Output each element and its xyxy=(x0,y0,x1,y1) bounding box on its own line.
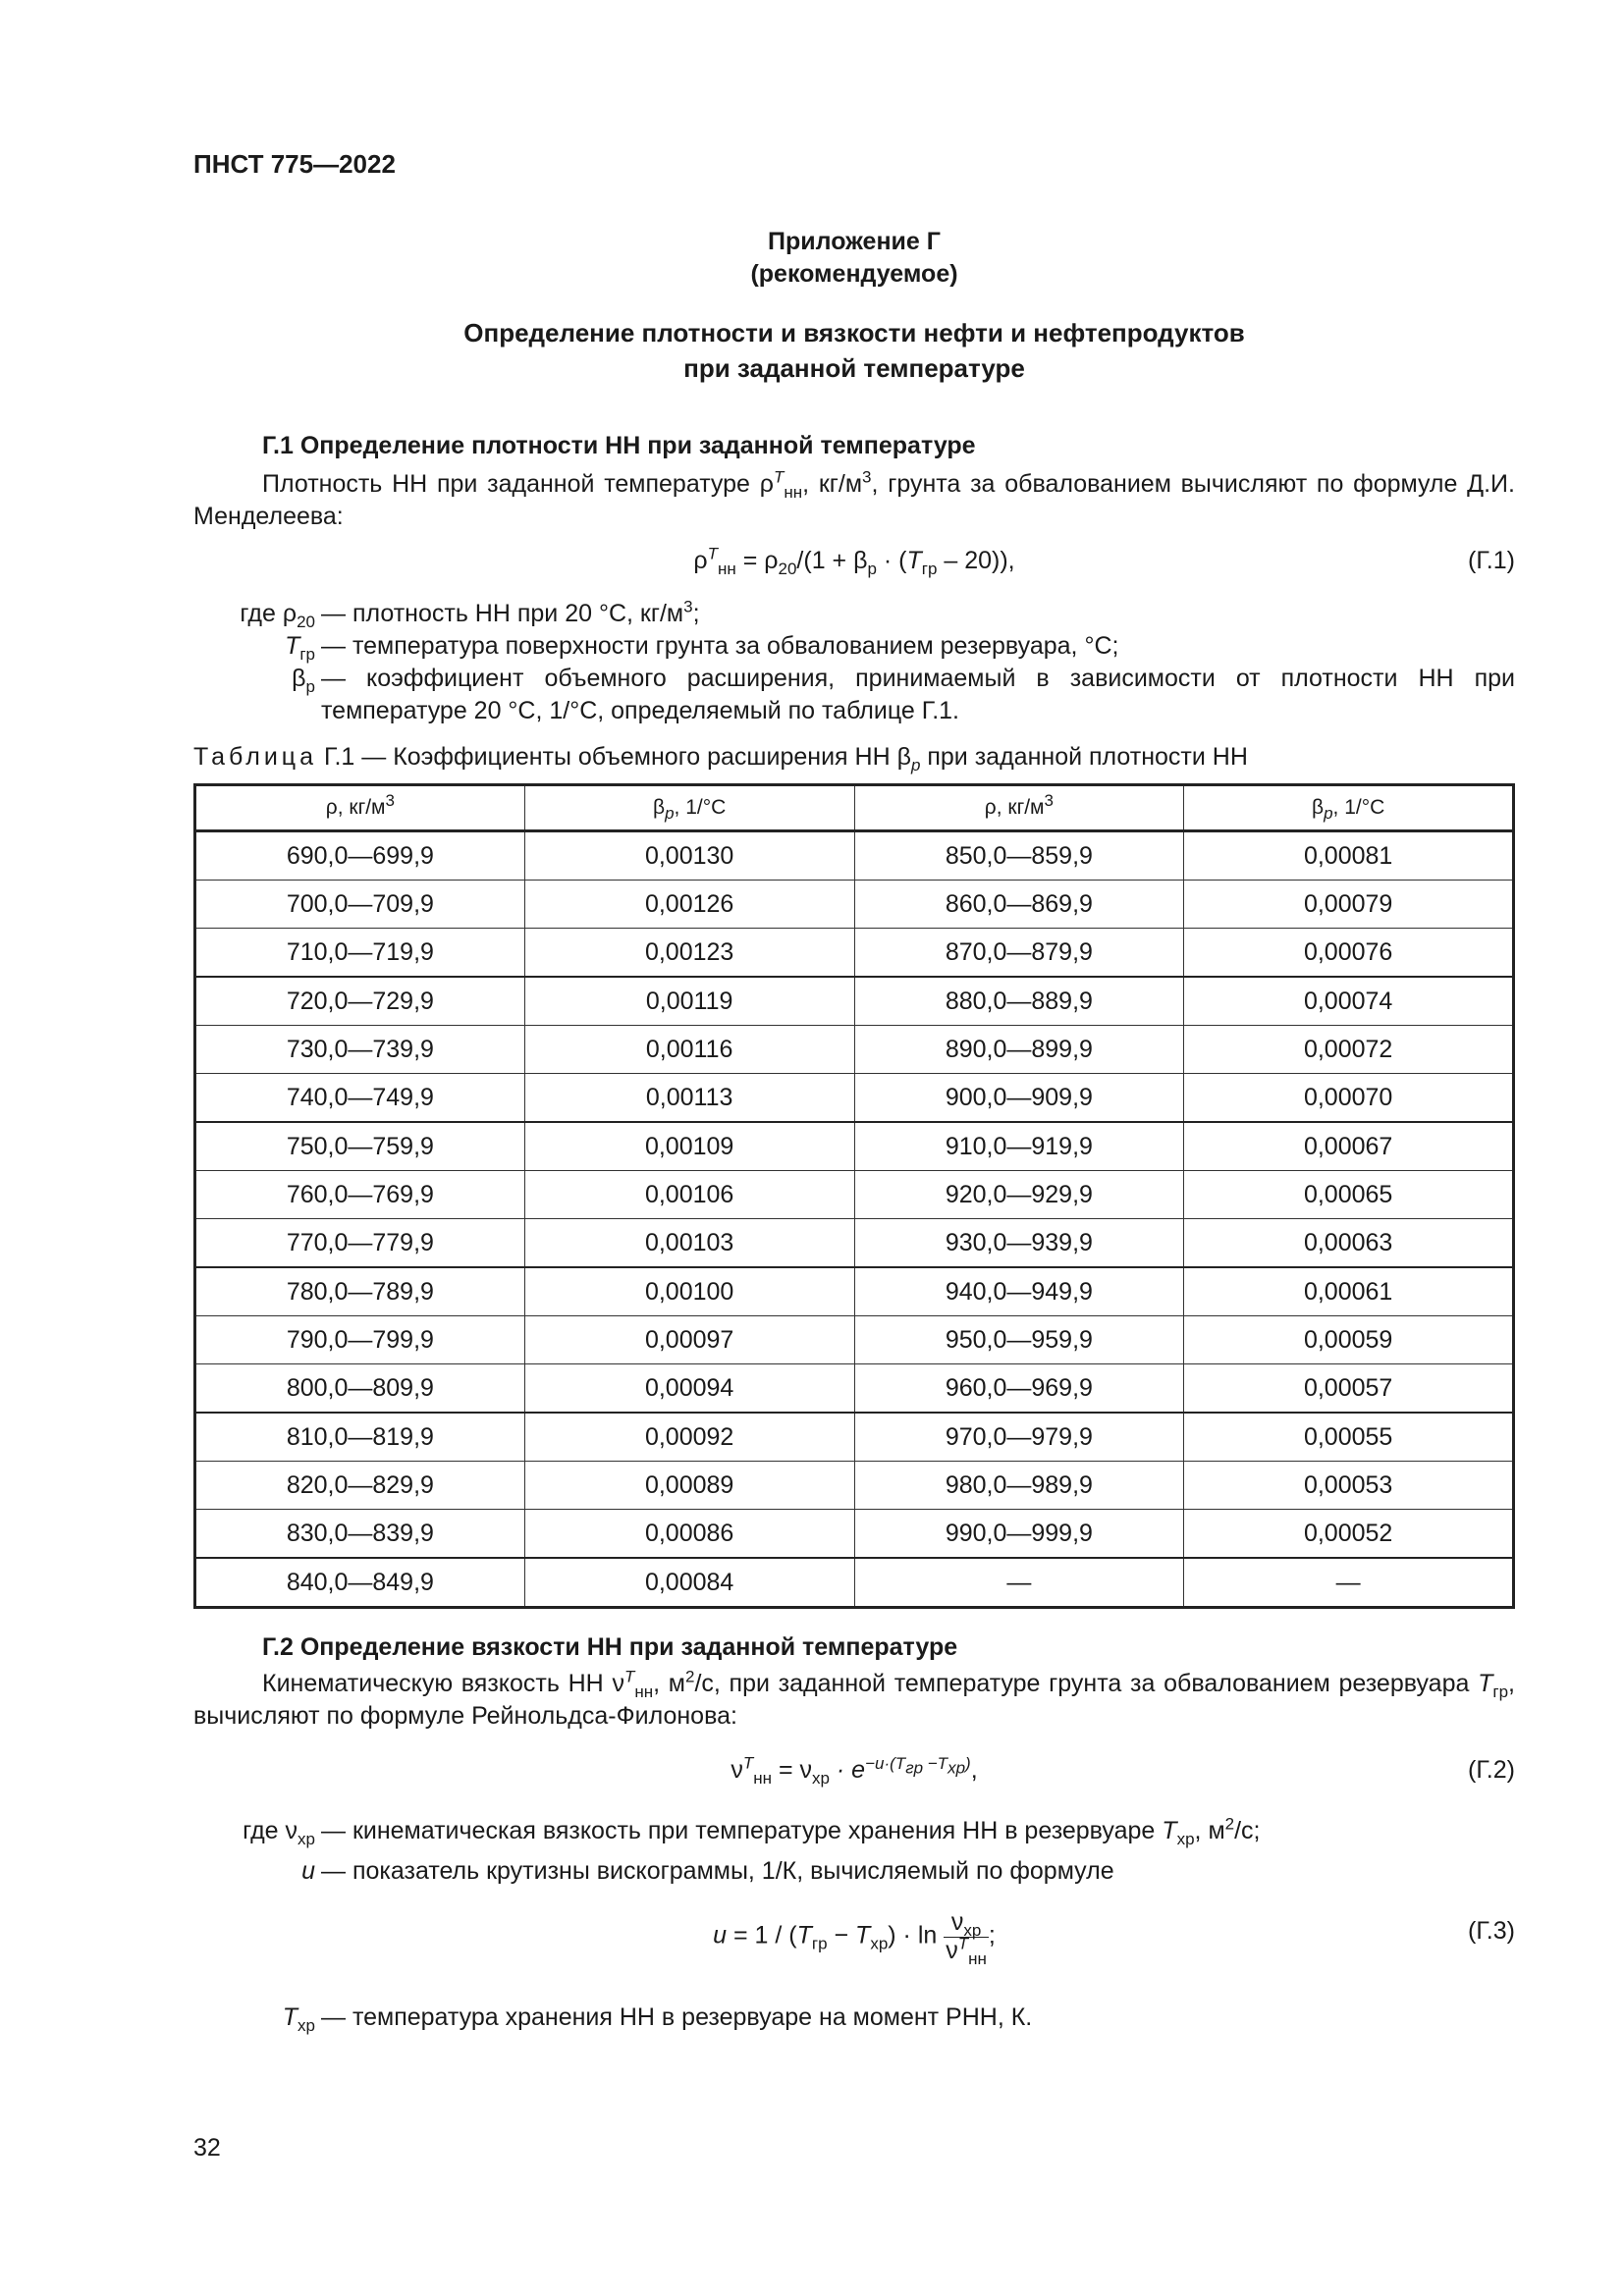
column-header: $\beta_p$, 1/°С xyxy=(524,785,854,831)
table-row xyxy=(195,1364,1514,1414)
section-1-intro: Плотность НН при заданной температуре $\rho^T_{нн}$, $кг/м^3$, грунта за обвалованием вычисляют по формуле Д.И. Менделеева: xyxy=(193,467,1515,530)
table-cell: 0,00113 xyxy=(524,1074,854,1123)
table-row xyxy=(195,1171,1514,1219)
table-cell: 800,0—809,9 xyxy=(195,1364,525,1414)
table-cell: 900,0—909,9 xyxy=(854,1074,1184,1123)
table-cell: 0,00081 xyxy=(1184,831,1514,881)
table-row xyxy=(195,831,1514,881)
section-2 xyxy=(193,1631,1515,2034)
table-cell: 970,0—979,9 xyxy=(854,1413,1184,1462)
document-page xyxy=(193,0,1515,2296)
table-cell: 0,00057 xyxy=(1184,1364,1514,1414)
table-row xyxy=(195,1413,1514,1462)
document-title xyxy=(193,316,1515,386)
where-desc-beta: — коэффициент объемного расширения, принимаемый в зависимости от плотности НН при температуре 20 °С, 1/°С, определяемый по таблице Г.1. xyxy=(321,665,1515,724)
formula-g3-expression: $u = 1 / (T_{гр} - T_{хр}) \cdot \ln$ $\frac{\nu_{хр}}{\nu^T_{нн}}$ ; xyxy=(713,1908,996,1968)
where-symbol-beta: $\beta_р$ xyxy=(292,665,315,696)
appendix-heading xyxy=(193,226,1515,291)
table-cell: 710,0—719,9 xyxy=(195,929,525,978)
table-cell: 0,00123 xyxy=(524,929,854,978)
table-cell: 950,0—959,9 xyxy=(854,1316,1184,1364)
table-cell: 0,00072 xyxy=(1184,1026,1514,1074)
table-cell: 0,00094 xyxy=(524,1364,854,1414)
table-cell: 820,0—829,9 xyxy=(195,1462,525,1510)
table-cell: 0,00053 xyxy=(1184,1462,1514,1510)
section-2-last-where xyxy=(193,2002,1515,2034)
section-1 xyxy=(193,430,1515,727)
table-row xyxy=(195,1219,1514,1268)
table-cell: 0,00089 xyxy=(524,1462,854,1510)
formula-g1-expression: $\rho^T_{нн} = \rho_{20}/(1 + \beta_р \cdot (T_{гр} - 20))$, xyxy=(693,544,1015,578)
table-cell: 700,0—709,9 xyxy=(195,881,525,929)
formula-g2 xyxy=(193,1754,1515,1809)
table-cell: 690,0—699,9 xyxy=(195,831,525,881)
section-1-where-list xyxy=(193,598,1515,727)
table-cell: 0,00063 xyxy=(1184,1219,1514,1268)
table-cell: 0,00097 xyxy=(524,1316,854,1364)
table-cell: 770,0—779,9 xyxy=(195,1219,525,1268)
table-cell: 940,0—949,9 xyxy=(854,1267,1184,1316)
document-title-line-2: при заданной температуре xyxy=(683,352,1025,383)
table-cell: 0,00061 xyxy=(1184,1267,1514,1316)
formula-g3 xyxy=(193,1905,1515,1982)
appendix-title: Приложение Г xyxy=(768,228,941,255)
table-cell: 980,0—989,9 xyxy=(854,1462,1184,1510)
section-1-heading: Г.1 Определение плотности НН при заданной температуре xyxy=(262,432,976,459)
table-cell: 0,00065 xyxy=(1184,1171,1514,1219)
table-row xyxy=(195,1462,1514,1510)
section-2-heading: Г.2 Определение вязкости НН при заданной температуре xyxy=(262,1633,958,1661)
where-symbol-tgr: $T_{гр}$ xyxy=(285,632,315,664)
table-cell: 810,0—819,9 xyxy=(195,1413,525,1462)
table-cell: 840,0—849,9 xyxy=(195,1558,525,1608)
page-number: 32 xyxy=(193,2134,221,2162)
table-cell: 870,0—879,9 xyxy=(854,929,1184,978)
section-2-where-list xyxy=(193,1815,1515,1888)
table-cell: 740,0—749,9 xyxy=(195,1074,525,1123)
table-cell: 720,0—729,9 xyxy=(195,977,525,1026)
expansion-coefficient-table xyxy=(193,783,1515,1609)
table-cell: 990,0—999,9 xyxy=(854,1510,1184,1559)
where-desc-t-xr: — температура хранения НН в резервуаре на момент РНН, К. xyxy=(321,2003,1033,2031)
table-cell: — xyxy=(854,1558,1184,1608)
formula-g1-number: (Г.1) xyxy=(1468,547,1515,574)
where-desc-nu-xr: — кинематическая вязкость при температуре хранения НН в резервуаре $T_{хр}$, $м^2/с$; xyxy=(321,1814,1261,1848)
table-cell: 0,00116 xyxy=(524,1026,854,1074)
where-symbol-rho20: где $\rho_{20}$ xyxy=(240,600,315,631)
table-cell: 910,0—919,9 xyxy=(854,1122,1184,1171)
table-cell: 920,0—929,9 xyxy=(854,1171,1184,1219)
document-code: ПНСТ 775—2022 xyxy=(193,149,396,179)
where-desc-u: — показатель крутизны вискограммы, 1/К, вычисляемый по формуле xyxy=(321,1857,1114,1885)
table-cell: 0,00103 xyxy=(524,1219,854,1268)
table-row xyxy=(195,977,1514,1026)
section-2-intro: Кинематическую вязкость НН $\nu^T_{нн}$, $м^2/с$, при заданной температуре грунта за обвалованием резервуара $T_{гр}$, вычисляют по формуле Рейнольдса-Филонова: xyxy=(193,1667,1515,1730)
formula-g3-number: (Г.3) xyxy=(1468,1917,1515,1945)
column-header: ρ, $кг/м^3$ xyxy=(195,785,525,831)
table-cell: 880,0—889,9 xyxy=(854,977,1184,1026)
where-symbol-u: u xyxy=(301,1857,315,1885)
document-title-line-1: Определение плотности и вязкости нефти и нефтепродуктов xyxy=(463,318,1245,347)
table-cell: 850,0—859,9 xyxy=(854,831,1184,881)
table-cell: 0,00055 xyxy=(1184,1413,1514,1462)
table-cell: 0,00067 xyxy=(1184,1122,1514,1171)
formula-g2-number: (Г.2) xyxy=(1468,1756,1515,1784)
table-cell: 890,0—899,9 xyxy=(854,1026,1184,1074)
table-cell: 960,0—969,9 xyxy=(854,1364,1184,1414)
table-cell: 0,00106 xyxy=(524,1171,854,1219)
table-cell: 930,0—939,9 xyxy=(854,1219,1184,1268)
table-row xyxy=(195,929,1514,978)
formula-g1 xyxy=(193,545,1515,588)
table-cell: 0,00086 xyxy=(524,1510,854,1559)
table-cell: 0,00070 xyxy=(1184,1074,1514,1123)
table-row xyxy=(195,1510,1514,1559)
table-cell: 790,0—799,9 xyxy=(195,1316,525,1364)
table-cell: 0,00059 xyxy=(1184,1316,1514,1364)
table-cell: 0,00100 xyxy=(524,1267,854,1316)
table-container xyxy=(193,783,1515,1609)
table-body xyxy=(195,831,1514,1608)
formula-g2-expression: $\nu^T_{нн} = \nu_{хр} \cdot e^{-u\cdot(T_{гр} -T_{хр})}$, xyxy=(731,1753,978,1788)
table-cell: 0,00092 xyxy=(524,1413,854,1462)
table-cell: — xyxy=(1184,1558,1514,1608)
table-cell: 0,00052 xyxy=(1184,1510,1514,1559)
table-cell: 0,00119 xyxy=(524,977,854,1026)
table-cell: 860,0—869,9 xyxy=(854,881,1184,929)
where-symbol-t-xr: $T_{хр}$ xyxy=(282,2003,315,2035)
table-cell: 0,00074 xyxy=(1184,977,1514,1026)
table-cell: 0,00076 xyxy=(1184,929,1514,978)
column-header: $\beta_p$, 1/°С xyxy=(1184,785,1514,831)
where-symbol-nu-xr: где $\nu_{хр}$ xyxy=(243,1817,315,1848)
table-cell: 750,0—759,9 xyxy=(195,1122,525,1171)
where-desc-tgr: — температура поверхности грунта за обвалованием резервуара, °С; xyxy=(321,632,1119,660)
table-cell: 0,00079 xyxy=(1184,881,1514,929)
appendix-status: (рекомендуемое) xyxy=(750,260,958,288)
table-cell: 0,00084 xyxy=(524,1558,854,1608)
table-cell: 0,00109 xyxy=(524,1122,854,1171)
table-row xyxy=(195,1316,1514,1364)
table-cell: 830,0—839,9 xyxy=(195,1510,525,1559)
where-desc-rho20: — плотность НН при 20 °С, $кг/м^3$; xyxy=(321,597,700,627)
table-row xyxy=(195,1122,1514,1171)
table-cell: 0,00126 xyxy=(524,881,854,929)
table-cell: 760,0—769,9 xyxy=(195,1171,525,1219)
formula-g3-fraction: $\frac{\nu_{хр}}{\nu^T_{нн}}$ xyxy=(946,1908,987,1968)
table-row xyxy=(195,1026,1514,1074)
column-header: ρ, $кг/м^3$ xyxy=(854,785,1184,831)
table-cell: 730,0—739,9 xyxy=(195,1026,525,1074)
table-caption: Таблица Г.1 — Коэффициенты объемного расширения НН $\beta_p$ при заданной плотности НН xyxy=(193,743,1248,774)
table-row xyxy=(195,1558,1514,1608)
table-row xyxy=(195,1074,1514,1123)
table-row xyxy=(195,1267,1514,1316)
table-row xyxy=(195,881,1514,929)
table-cell: 780,0—789,9 xyxy=(195,1267,525,1316)
table-cell: 0,00130 xyxy=(524,831,854,881)
